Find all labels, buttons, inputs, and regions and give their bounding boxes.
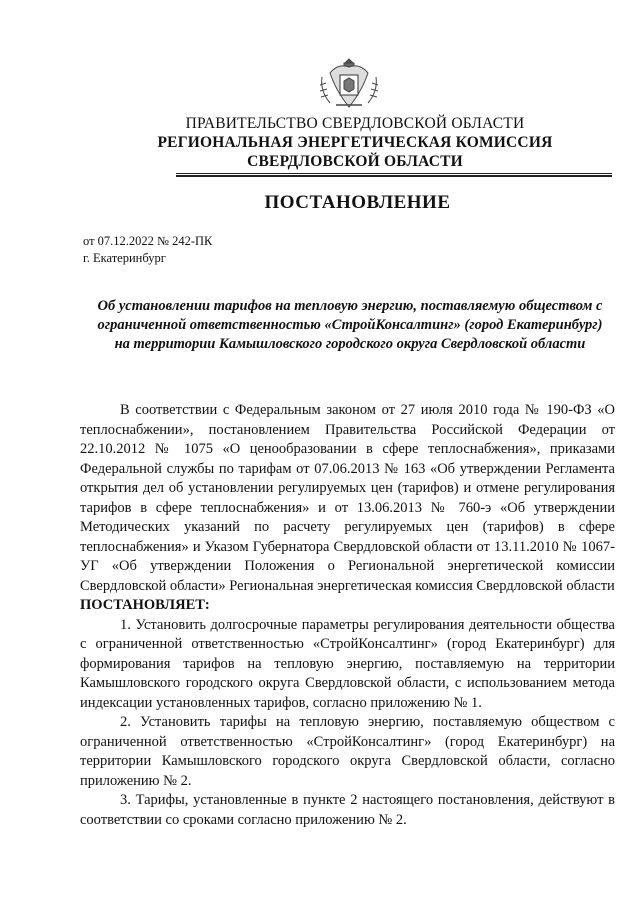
agency-name-line2: РЕГИОНАЛЬНАЯ ЭНЕРГЕТИЧЕСКАЯ КОМИССИЯ	[157, 134, 553, 151]
resolves-heading: ПОСТАНОВЛЯЕТ:	[80, 597, 210, 613]
coat-of-arms-emblem	[318, 55, 380, 111]
document-date-number: от 07.12.2022 № 242-ПК	[83, 234, 213, 248]
item-2-paragraph: 2. Установить тарифы на тепловую энергию, поставляемую обществом с ограниченной ответственностью «СтройКонсалтинг» (город Екатеринбург) на территории Камышловского городского округа Свердловской области, согласно приложению № 2.	[80, 714, 615, 789]
agency-name-line3: СВЕРДЛОВСКОЙ ОБЛАСТИ	[247, 153, 463, 170]
agency-name-line1: ПРАВИТЕЛЬСТВО СВЕРДЛОВСКОЙ ОБЛАСТИ	[185, 115, 525, 132]
header-divider-thick	[176, 175, 612, 177]
document-body	[80, 401, 615, 830]
document-subject: Об установлении тарифов на тепловую энергию, поставляемую обществом с ограниченной ответственностью «СтройКонсалтинг» (город Екатеринбург) на территории Камышловского городского округа Свердловской области	[97, 298, 603, 352]
header-divider-thin	[176, 173, 612, 174]
item-3-paragraph: 3. Тарифы, установленные в пункте 2 настоящего постановления, действуют в соответствии со сроками согласно приложению № 2.	[80, 792, 615, 828]
document-title: ПОСТАНОВЛЕНИЕ	[264, 192, 451, 213]
preamble-paragraph: В соответствии с Федеральным законом от 27 июля 2010 года № 190-ФЗ «О теплоснабжении», постановлением Правительства Российской Федерации от 22.10.2012 № 1075 «О ценообразовании в сфере теплоснабжения», приказами Федеральной службы по тарифам от 07.06.2013 № 163 «Об утверждении Регламента открытия дел об установлении регулируемых цен (тарифов) и отмене регулирования тарифов в сфере теплоснабжения» и от 13.06.2013 № 760-э «Об утверждении Методических указаний по расчету регулируемых цен (тарифов) в сфере теплоснабжения» и Указом Губернатора Свердловской области от 13.11.2010 № 1067-УГ «Об утверждении Положения о Региональной энергетической комиссии Свердловской области» Региональная энергетическая комиссия Свердловской области	[80, 402, 615, 594]
document-city: г. Екатеринбург	[83, 251, 166, 265]
item-1-paragraph: 1. Установить долгосрочные параметры регулирования деятельности общества с ограниченной ответственностью «СтройКонсалтинг» (город Екатеринбург) для формирования тарифов на тепловую энергию, поставляемую на территории Камышловского городского округа Свердловской области, с использованием метода индексации установленных тарифов, согласно приложению № 1.	[80, 616, 615, 711]
